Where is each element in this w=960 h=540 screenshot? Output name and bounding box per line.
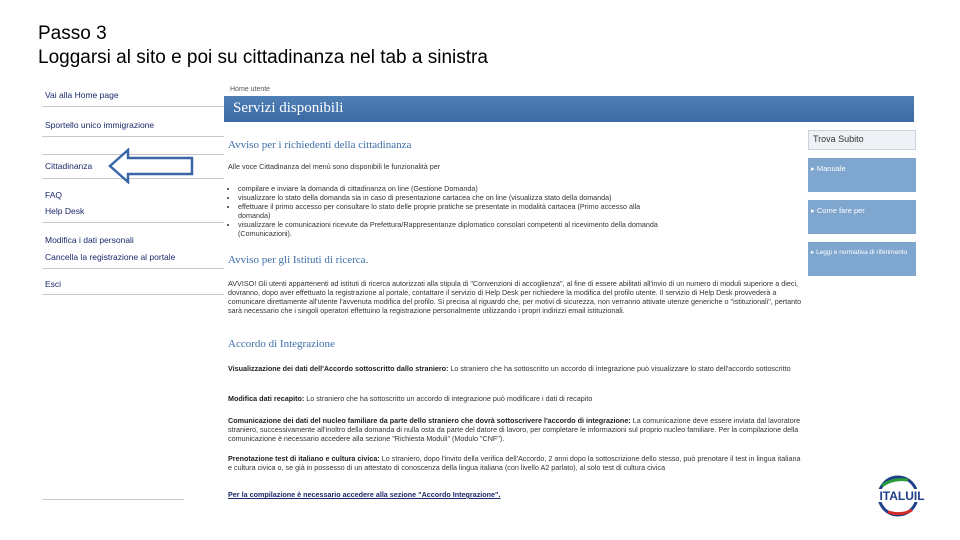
portal-screenshot bbox=[38, 86, 918, 506]
p1-text: Lo straniero che ha sottoscritto un accordo di integrazione può visualizzare lo stato dell'accordo sottoscritto bbox=[450, 364, 791, 373]
slide-title bbox=[38, 22, 488, 70]
arrow-right-icon: ▸ bbox=[811, 206, 815, 215]
button-label: Manuale bbox=[816, 164, 846, 173]
list-item: • effettuare il primo accesso per consultare lo stato delle proprie pratiche se presentate in modalità cartacea (Primo accesso alla domanda) bbox=[238, 202, 658, 220]
accordo-integrazione-link[interactable]: Per la compilazione è necessario accedere alla sezione "Accordo Integrazione". bbox=[228, 490, 501, 499]
heading-integrazione: Accordo di Integrazione bbox=[228, 338, 335, 350]
banner-title: Servizi disponibili bbox=[233, 100, 344, 116]
sidebar-item-sportello[interactable]: Sportello unico immigrazione bbox=[45, 120, 155, 130]
divider bbox=[42, 136, 224, 137]
leggi-normativa-button[interactable] bbox=[808, 242, 916, 276]
sidebar-item-modifica-dati[interactable]: Modifica i dati personali bbox=[45, 235, 134, 245]
list-item: • compilare e inviare la domanda di cittadinanza on line (Gestione Domanda) bbox=[238, 184, 658, 193]
integrazione-p4 bbox=[228, 454, 803, 472]
list-item: • visualizzare le comunicazioni ricevute da Prefettura/Rappresentanze diplomatico consolari competenti al ricevimento della domanda (Comunicazioni). bbox=[238, 220, 658, 238]
p2-label: Modifica dati recapito: bbox=[228, 394, 305, 403]
heading-ricerca: Avviso per gli Istituti di ricerca. bbox=[228, 254, 369, 266]
p3-text: La comunicazione deve essere inviata dal lavoratore straniero, successivamente all'inoltro della domanda di nulla osta da parte del datore di lavoro, per completare le informazioni sul proprio nucleo familiare. Per la compilazione della comunicazione è necessario accedere alla sezione "Richiesta Moduli" (Modulo "CNF"). bbox=[228, 416, 801, 443]
cittadinanza-intro: Alle voce Cittadinanza del menù sono disponibili le funzionalità per bbox=[228, 162, 441, 171]
sidebar-item-esci[interactable]: Esci bbox=[45, 279, 62, 289]
breadcrumb[interactable]: Home utente bbox=[230, 86, 271, 93]
quicklinks-panel bbox=[808, 130, 916, 276]
divider bbox=[42, 106, 224, 107]
arrow-right-icon: ▸ bbox=[811, 249, 815, 256]
sidebar-item-help-desk[interactable]: Help Desk bbox=[45, 206, 85, 216]
manuale-button[interactable] bbox=[808, 158, 916, 192]
come-fare-per-button[interactable] bbox=[808, 200, 916, 234]
sidebar-item-cancella-registrazione[interactable]: Cancella la registrazione al portale bbox=[45, 252, 176, 262]
p1-label: Visualizzazione dei dati dell'Accordo sottoscritto dallo straniero: bbox=[228, 364, 449, 373]
quicklinks-header: Trova Subito bbox=[808, 130, 916, 150]
p4-label: Prenotazione test di italiano e cultura civica: bbox=[228, 454, 380, 463]
heading-cittadinanza: Avviso per i richiedenti della cittadinanza bbox=[228, 139, 412, 151]
svg-text:ITALUIL: ITALUIL bbox=[879, 489, 925, 503]
cittadinanza-list bbox=[228, 184, 658, 238]
section-banner bbox=[224, 96, 914, 122]
divider bbox=[42, 294, 224, 295]
divider bbox=[42, 499, 184, 500]
button-label: Leggi e normativa di riferimento bbox=[816, 249, 908, 256]
step-instruction: Loggarsi al sito e poi su cittadinanza nel tab a sinistra bbox=[38, 47, 488, 68]
button-label: Come fare per bbox=[816, 206, 865, 215]
ricerca-text: AVVISO! Gli utenti appartenenti ad istituti di ricerca autorizzati alla stipula di "Convenzioni di accoglienza", al fine di essere abilitati all'invio di un numero di moduli superiore a dieci, dovranno, dopo aver effettuato la registrazione al portale, contattare il servizio di Help Desk per richiedere la modifica del profilo utente. Il servizio di Help Desk provvederà a comunicare direttamente all'utente l'avvenuta modifica del profilo. Si precisa al riguardo che, per motivi di sicurezza, non verranno attivate utenze generiche o "istituzionali", pertanto sarà necessario che i singoli operatori effettuino la registrazione personalmente utilizzando i propri indirizzi email istituzionali. bbox=[228, 279, 802, 315]
step-title: Passo 3 bbox=[38, 23, 107, 44]
sidebar-item-cittadinanza[interactable]: Cittadinanza bbox=[45, 161, 93, 171]
arrow-right-icon: ▸ bbox=[811, 164, 815, 173]
arrow-left-icon bbox=[108, 148, 194, 184]
p4-text: Lo straniero, dopo l'invito della verifica dell'Accordo, 2 anni dopo la sottoscrizione dello stesso, può prenotare il test in lingua italiana e cultura civica o, se già in possesso di un attestato di conoscenza della lingua italiana (con livello A2 parlato), al solo test di cultura civica bbox=[228, 454, 801, 472]
sidebar-item-faq[interactable]: FAQ bbox=[45, 190, 63, 200]
list-item: • visualizzare lo stato della domanda sia in caso di presentazione cartacea che on line (visualizza stato della domanda) bbox=[238, 193, 658, 202]
sidebar-item-home[interactable]: Vai alla Home page bbox=[45, 90, 119, 100]
integrazione-p2 bbox=[228, 394, 803, 403]
italuil-logo bbox=[868, 474, 934, 520]
integrazione-p1 bbox=[228, 364, 803, 373]
divider bbox=[42, 222, 224, 223]
p3-label: Comunicazione dei dati del nucleo familiare da parte dello straniero che dovrà sottoscrivere l'accordo di integrazione: bbox=[228, 416, 631, 425]
p2-text: Lo straniero che ha sottoscritto un accordo di integrazione può modificare i dati di recapito bbox=[306, 394, 593, 403]
integrazione-p3 bbox=[228, 416, 803, 443]
divider bbox=[42, 268, 224, 269]
